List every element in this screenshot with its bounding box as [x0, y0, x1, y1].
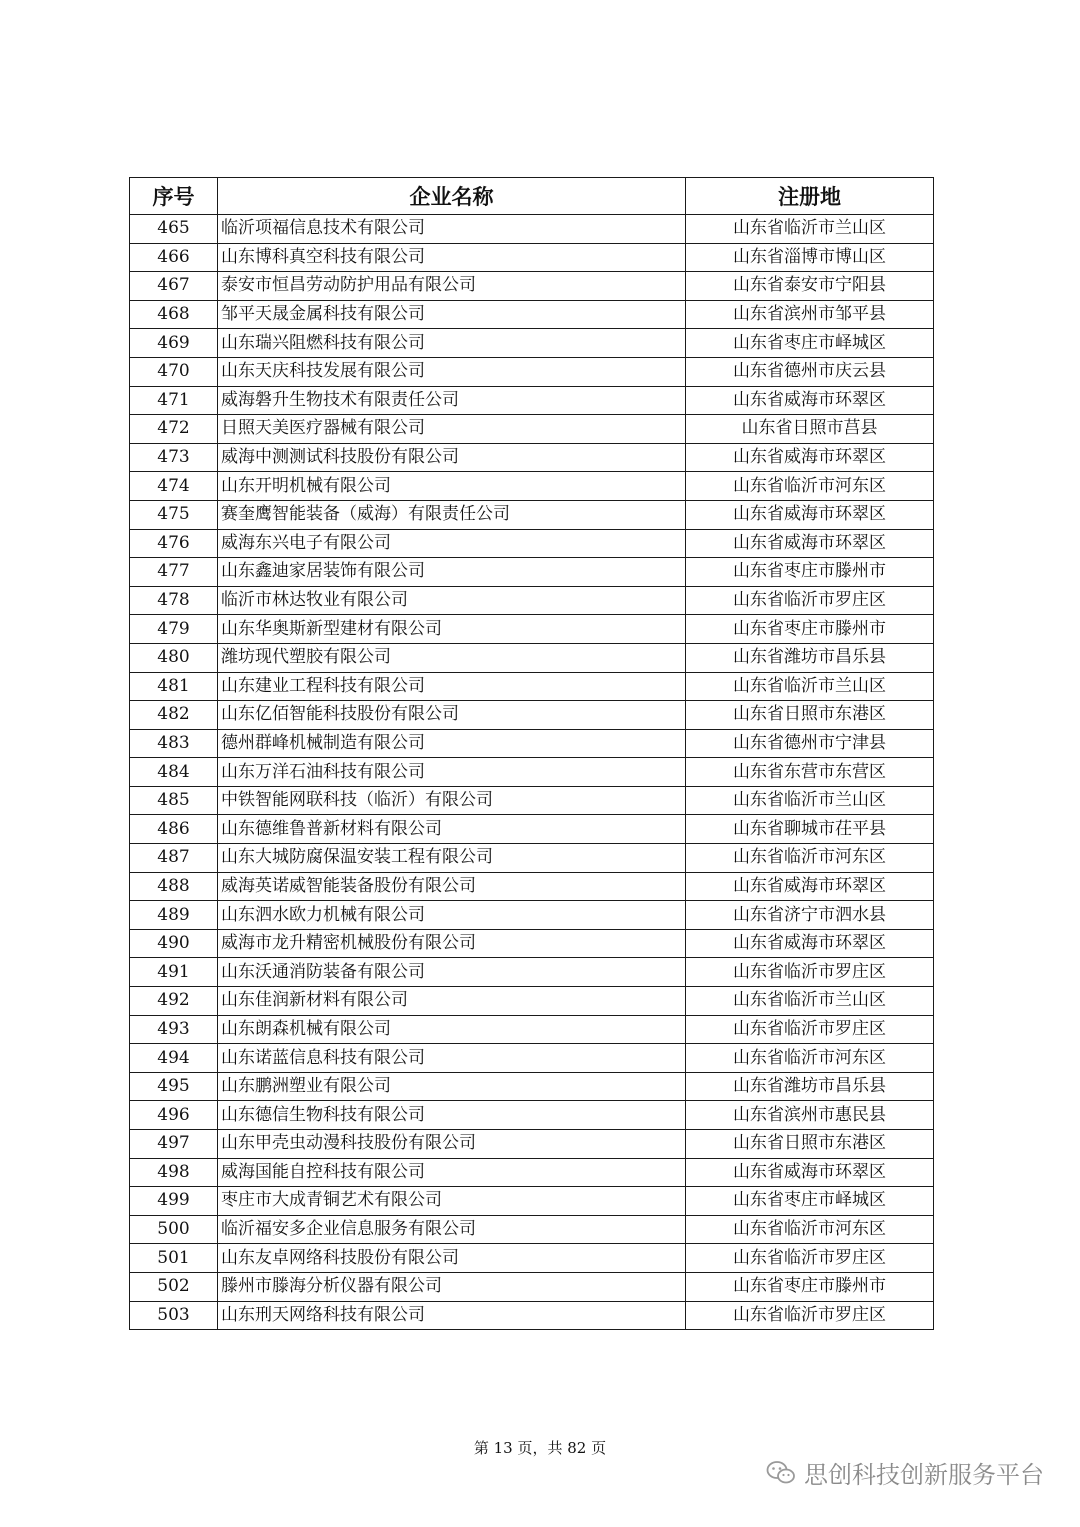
cell-serial-number: 486 — [130, 815, 218, 844]
cell-company-name: 山东朗森机械有限公司 — [218, 1015, 686, 1044]
table-row — [130, 1301, 934, 1330]
cell-serial-number: 476 — [130, 529, 218, 558]
cell-registered-place: 山东省临沂市河东区 — [686, 472, 934, 501]
cell-company-name: 潍坊现代塑胶有限公司 — [218, 643, 686, 672]
table-row — [130, 786, 934, 815]
cell-company-name: 山东甲壳虫动漫科技股份有限公司 — [218, 1130, 686, 1159]
cell-serial-number: 473 — [130, 443, 218, 472]
cell-company-name: 山东刑天网络科技有限公司 — [218, 1301, 686, 1330]
cell-registered-place: 山东省枣庄市峄城区 — [686, 1187, 934, 1216]
cell-registered-place: 山东省日照市东港区 — [686, 701, 934, 730]
cell-company-name: 山东华奥斯新型建材有限公司 — [218, 615, 686, 644]
table-row — [130, 729, 934, 758]
cell-serial-number: 502 — [130, 1272, 218, 1301]
table-row — [130, 672, 934, 701]
cell-company-name: 山东万洋石油科技有限公司 — [218, 758, 686, 787]
cell-company-name: 邹平天晟金属科技有限公司 — [218, 300, 686, 329]
cell-company-name: 威海东兴电子有限公司 — [218, 529, 686, 558]
cell-serial-number: 489 — [130, 901, 218, 930]
cell-company-name: 山东佳润新材料有限公司 — [218, 987, 686, 1016]
cell-company-name: 赛奎鹰智能装备（威海）有限责任公司 — [218, 500, 686, 529]
cell-company-name: 山东天庆科技发展有限公司 — [218, 357, 686, 386]
cell-registered-place: 山东省日照市莒县 — [686, 415, 934, 444]
table-row — [130, 929, 934, 958]
cell-company-name: 德州群峰机械制造有限公司 — [218, 729, 686, 758]
cell-registered-place: 山东省滨州市邹平县 — [686, 300, 934, 329]
cell-registered-place: 山东省威海市环翠区 — [686, 929, 934, 958]
cell-registered-place: 山东省威海市环翠区 — [686, 386, 934, 415]
cell-serial-number: 503 — [130, 1301, 218, 1330]
cell-registered-place: 山东省滨州市惠民县 — [686, 1101, 934, 1130]
table-header-row — [130, 178, 934, 215]
cell-company-name: 山东亿佰智能科技股份有限公司 — [218, 701, 686, 730]
cell-registered-place: 山东省临沂市罗庄区 — [686, 1301, 934, 1330]
cell-registered-place: 山东省威海市环翠区 — [686, 443, 934, 472]
cell-serial-number: 477 — [130, 558, 218, 587]
table-row — [130, 901, 934, 930]
cell-serial-number: 474 — [130, 472, 218, 501]
table-row — [130, 844, 934, 873]
cell-company-name: 日照天美医疗器械有限公司 — [218, 415, 686, 444]
table-row — [130, 558, 934, 587]
table-row — [130, 500, 934, 529]
table-body — [130, 215, 934, 1330]
table-row — [130, 1015, 934, 1044]
cell-serial-number: 491 — [130, 958, 218, 987]
cell-registered-place: 山东省潍坊市昌乐县 — [686, 1072, 934, 1101]
table-row — [130, 386, 934, 415]
cell-serial-number: 481 — [130, 672, 218, 701]
cell-company-name: 山东博科真空科技有限公司 — [218, 243, 686, 272]
cell-registered-place: 山东省德州市庆云县 — [686, 357, 934, 386]
cell-registered-place: 山东省潍坊市昌乐县 — [686, 643, 934, 672]
cell-serial-number: 472 — [130, 415, 218, 444]
table-row — [130, 701, 934, 730]
table-row — [130, 615, 934, 644]
cell-registered-place: 山东省日照市东港区 — [686, 1130, 934, 1159]
cell-company-name: 临沂项福信息技术有限公司 — [218, 215, 686, 244]
cell-registered-place: 山东省临沂市罗庄区 — [686, 1015, 934, 1044]
cell-company-name: 威海中测测试科技股份有限公司 — [218, 443, 686, 472]
cell-serial-number: 466 — [130, 243, 218, 272]
cell-company-name: 临沂福安多企业信息服务有限公司 — [218, 1215, 686, 1244]
company-table-container — [129, 177, 933, 1330]
cell-company-name: 威海国能自控科技有限公司 — [218, 1158, 686, 1187]
cell-company-name: 山东德维鲁普新材料有限公司 — [218, 815, 686, 844]
cell-company-name: 山东诺蓝信息科技有限公司 — [218, 1044, 686, 1073]
cell-company-name: 山东大城防腐保温安装工程有限公司 — [218, 844, 686, 873]
cell-serial-number: 480 — [130, 643, 218, 672]
cell-registered-place: 山东省泰安市宁阳县 — [686, 272, 934, 301]
table-row — [130, 1130, 934, 1159]
cell-serial-number: 475 — [130, 500, 218, 529]
table-row — [130, 1158, 934, 1187]
table-row — [130, 1215, 934, 1244]
cell-company-name: 滕州市滕海分析仪器有限公司 — [218, 1272, 686, 1301]
table-row — [130, 272, 934, 301]
cell-serial-number: 471 — [130, 386, 218, 415]
watermark-text: 思创科技创新服务平台 — [804, 1461, 1044, 1489]
cell-company-name: 山东建业工程科技有限公司 — [218, 672, 686, 701]
cell-company-name: 山东沃通消防装备有限公司 — [218, 958, 686, 987]
cell-company-name: 威海英诺威智能装备股份有限公司 — [218, 872, 686, 901]
cell-registered-place: 山东省临沂市罗庄区 — [686, 586, 934, 615]
table-row — [130, 357, 934, 386]
cell-registered-place: 山东省淄博市博山区 — [686, 243, 934, 272]
cell-serial-number: 470 — [130, 357, 218, 386]
cell-company-name: 山东友卓网络科技股份有限公司 — [218, 1244, 686, 1273]
cell-serial-number: 483 — [130, 729, 218, 758]
cell-company-name: 威海市龙升精密机械股份有限公司 — [218, 929, 686, 958]
cell-company-name: 泰安市恒昌劳动防护用品有限公司 — [218, 272, 686, 301]
cell-serial-number: 467 — [130, 272, 218, 301]
table-row — [130, 987, 934, 1016]
cell-serial-number: 501 — [130, 1244, 218, 1273]
cell-registered-place: 山东省威海市环翠区 — [686, 529, 934, 558]
cell-registered-place: 山东省临沂市兰山区 — [686, 672, 934, 701]
table-row — [130, 815, 934, 844]
cell-company-name: 威海磐升生物技术有限责任公司 — [218, 386, 686, 415]
table-row — [130, 1072, 934, 1101]
table-row — [130, 958, 934, 987]
cell-serial-number: 495 — [130, 1072, 218, 1101]
cell-company-name: 中铁智能网联科技（临沂）有限公司 — [218, 786, 686, 815]
cell-serial-number: 482 — [130, 701, 218, 730]
cell-serial-number: 494 — [130, 1044, 218, 1073]
table-row — [130, 1101, 934, 1130]
cell-serial-number: 469 — [130, 329, 218, 358]
cell-company-name: 山东德信生物科技有限公司 — [218, 1101, 686, 1130]
cell-registered-place: 山东省枣庄市滕州市 — [686, 615, 934, 644]
cell-company-name: 临沂市林达牧业有限公司 — [218, 586, 686, 615]
table-row — [130, 1272, 934, 1301]
table-row — [130, 472, 934, 501]
cell-serial-number: 492 — [130, 987, 218, 1016]
table-row — [130, 415, 934, 444]
header-company-name: 企业名称 — [218, 178, 686, 215]
cell-company-name: 枣庄市大成青铜艺术有限公司 — [218, 1187, 686, 1216]
cell-serial-number: 490 — [130, 929, 218, 958]
cell-serial-number: 498 — [130, 1158, 218, 1187]
cell-registered-place: 山东省威海市环翠区 — [686, 1158, 934, 1187]
cell-serial-number: 500 — [130, 1215, 218, 1244]
cell-serial-number: 493 — [130, 1015, 218, 1044]
cell-registered-place: 山东省枣庄市峄城区 — [686, 329, 934, 358]
table-row — [130, 586, 934, 615]
cell-serial-number: 484 — [130, 758, 218, 787]
cell-serial-number: 465 — [130, 215, 218, 244]
cell-registered-place: 山东省东营市东营区 — [686, 758, 934, 787]
table-row — [130, 872, 934, 901]
cell-registered-place: 山东省威海市环翠区 — [686, 872, 934, 901]
cell-serial-number: 468 — [130, 300, 218, 329]
cell-registered-place: 山东省临沂市兰山区 — [686, 786, 934, 815]
table-row — [130, 243, 934, 272]
watermark — [766, 1455, 1044, 1490]
cell-company-name: 山东泗水欧力机械有限公司 — [218, 901, 686, 930]
header-serial-number: 序号 — [130, 178, 218, 215]
cell-registered-place: 山东省临沂市兰山区 — [686, 987, 934, 1016]
cell-company-name: 山东鹏洲塑业有限公司 — [218, 1072, 686, 1101]
cell-serial-number: 499 — [130, 1187, 218, 1216]
cell-company-name: 山东开明机械有限公司 — [218, 472, 686, 501]
cell-serial-number: 478 — [130, 586, 218, 615]
cell-registered-place: 山东省枣庄市滕州市 — [686, 1272, 934, 1301]
cell-registered-place: 山东省临沂市河东区 — [686, 1044, 934, 1073]
cell-serial-number: 497 — [130, 1130, 218, 1159]
cell-registered-place: 山东省济宁市泗水县 — [686, 901, 934, 930]
table-row — [130, 215, 934, 244]
cell-company-name: 山东鑫迪家居装饰有限公司 — [218, 558, 686, 587]
cell-registered-place: 山东省德州市宁津县 — [686, 729, 934, 758]
cell-registered-place: 山东省临沂市河东区 — [686, 844, 934, 873]
table-row — [130, 443, 934, 472]
wechat-icon — [766, 1460, 796, 1486]
table-row — [130, 758, 934, 787]
table-row — [130, 643, 934, 672]
cell-company-name: 山东瑞兴阻燃科技有限公司 — [218, 329, 686, 358]
cell-registered-place: 山东省威海市环翠区 — [686, 500, 934, 529]
table-row — [130, 1244, 934, 1273]
cell-registered-place: 山东省临沂市河东区 — [686, 1215, 934, 1244]
table-row — [130, 529, 934, 558]
cell-serial-number: 485 — [130, 786, 218, 815]
page-number: 第 13 页，共 82 页 — [473, 1439, 607, 1457]
cell-registered-place: 山东省临沂市兰山区 — [686, 215, 934, 244]
cell-serial-number: 496 — [130, 1101, 218, 1130]
header-registered-place: 注册地 — [686, 178, 934, 215]
cell-serial-number: 479 — [130, 615, 218, 644]
cell-registered-place: 山东省聊城市茌平县 — [686, 815, 934, 844]
table-row — [130, 1187, 934, 1216]
cell-registered-place: 山东省枣庄市滕州市 — [686, 558, 934, 587]
table-row — [130, 1044, 934, 1073]
table-row — [130, 329, 934, 358]
cell-serial-number: 488 — [130, 872, 218, 901]
table-row — [130, 300, 934, 329]
company-table — [129, 177, 934, 1330]
cell-serial-number: 487 — [130, 844, 218, 873]
cell-registered-place: 山东省临沂市罗庄区 — [686, 958, 934, 987]
cell-registered-place: 山东省临沂市罗庄区 — [686, 1244, 934, 1273]
